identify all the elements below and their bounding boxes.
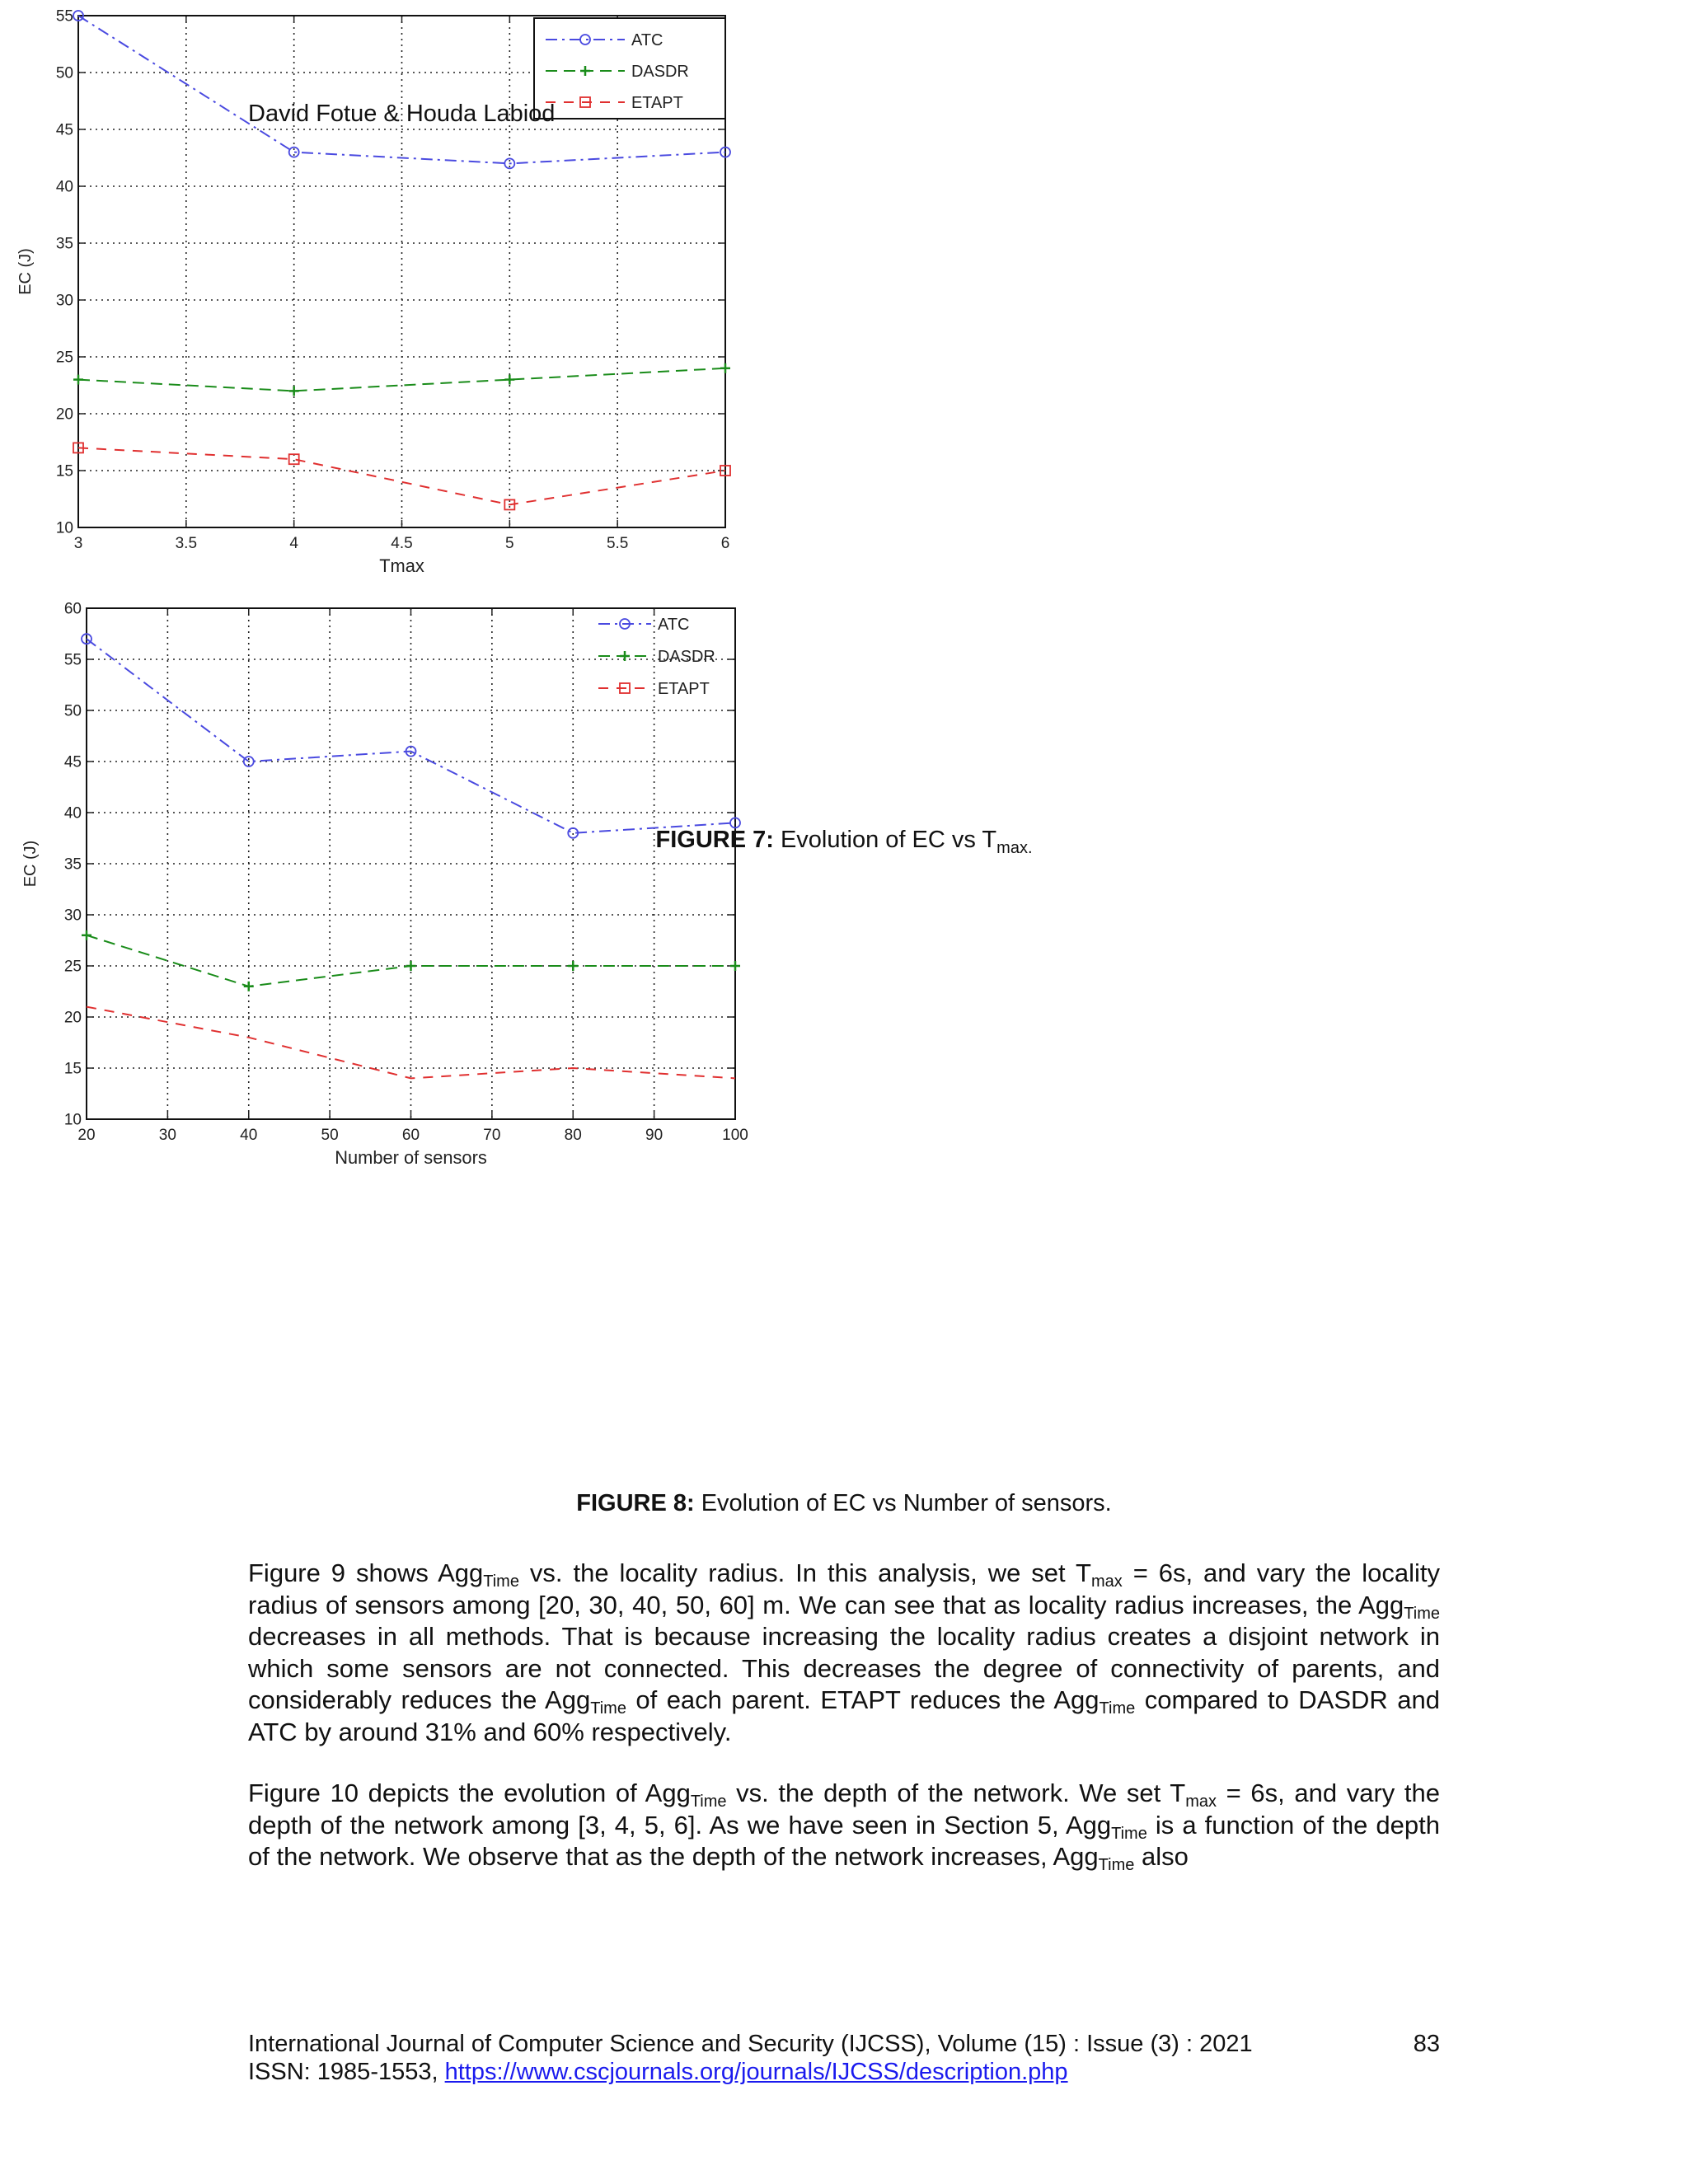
x-tick-label: 6 xyxy=(720,535,730,552)
figure-8-caption xyxy=(0,1490,1688,1517)
x-tick-label: 4 xyxy=(289,535,298,552)
legend-label-dasdr: DASDR xyxy=(631,63,689,82)
subscript: Time xyxy=(1404,1604,1440,1623)
x-axis-label: Tmax xyxy=(379,555,424,576)
paragraph-2 xyxy=(248,1778,1440,1873)
figure-8 xyxy=(0,589,1688,1183)
figure-7-caption-label: FIGURE 7: xyxy=(655,827,774,853)
data-point-dasdr xyxy=(73,375,83,385)
paragraph-1 xyxy=(248,1558,1440,1748)
x-tick-label: 50 xyxy=(321,1127,339,1144)
y-tick-label: 20 xyxy=(55,405,73,424)
subscript: Time xyxy=(1099,1699,1136,1718)
x-tick-label: 80 xyxy=(564,1127,582,1144)
x-tick-label: 70 xyxy=(483,1127,501,1144)
series-line-etapt xyxy=(78,448,725,504)
y-tick-label: 25 xyxy=(55,349,73,367)
data-point-dasdr xyxy=(244,982,254,991)
data-point-dasdr xyxy=(406,961,416,971)
legend-label-atc: ATC xyxy=(658,616,690,635)
y-tick-label: 60 xyxy=(63,600,82,618)
figure-7-chart xyxy=(0,0,775,585)
figure-8-chart xyxy=(0,589,775,1179)
y-tick-label: 55 xyxy=(55,7,73,26)
subscript: Time xyxy=(590,1699,626,1718)
legend-box xyxy=(534,18,725,119)
data-point-dasdr xyxy=(720,363,730,373)
y-tick-label: 25 xyxy=(63,958,82,976)
figure-7-caption xyxy=(0,827,1688,858)
y-tick-label: 40 xyxy=(55,178,73,196)
x-tick-label: 60 xyxy=(401,1127,420,1144)
x-tick-label: 20 xyxy=(77,1127,96,1144)
subscript: Time xyxy=(1111,1824,1147,1843)
footer-issn: ISSN: 1985-1553, xyxy=(248,2059,445,2085)
legend-label-etapt: ETAPT xyxy=(658,680,710,699)
x-tick-label: 5 xyxy=(505,535,514,552)
figure-8-caption-label: FIGURE 8: xyxy=(576,1490,695,1516)
x-tick-label: 3.5 xyxy=(175,535,198,552)
y-axis-label: EC (J) xyxy=(21,840,40,888)
subscript: Time xyxy=(483,1572,519,1591)
y-tick-label: 55 xyxy=(63,651,82,669)
figure-7 xyxy=(0,0,1688,589)
y-tick-label: 50 xyxy=(63,702,82,720)
data-point-dasdr xyxy=(504,375,514,385)
y-tick-label: 20 xyxy=(63,1009,82,1027)
subscript: max xyxy=(1185,1793,1217,1811)
y-tick-label: 15 xyxy=(55,462,73,480)
running-header: David Fotue & Houda Labiod xyxy=(248,101,556,127)
x-tick-label: 40 xyxy=(240,1127,258,1144)
y-tick-label: 10 xyxy=(55,519,73,537)
paragraph-1-text: Figure 9 shows Agg$_{Time}$ vs. the locality radius. In this analysis, we set $T_{max} = 6s$, and vary the locality radius of sensors among [20, 30, 40, 50, 60] m. We can see that as locality radius increases, the Agg$_{Time}$ decreases in all methods. That is because increasing the locality radius creates a disjoint network in which some sensors are not connected. This decreases the degree of connectivity of parents, and considerably reduces the Agg$_{Time}$ of each parent. ETAPT reduces the Agg$_{Time}$ compared to DASDR and ATC by around 31% and 60% respectively. xyxy=(248,1558,1441,1746)
x-tick-label: 30 xyxy=(158,1127,176,1144)
y-tick-label: 45 xyxy=(55,121,73,139)
subscript: Time xyxy=(690,1793,727,1811)
x-tick-label: 5.5 xyxy=(606,535,629,552)
paragraph-2-text: Figure 10 depicts the evolution of Agg$_{Time}$ vs. the depth of the network. We set $T_{max} = 6s$, and vary the depth of the network among [3, 4, 5, 6]. As we have seen in Section 5, Agg$_{Time}$ is a function of the depth of the network. We observe that as the depth of the network increases, Agg$_{Time}$ also xyxy=(248,1779,1441,1874)
legend-marker-dasdr xyxy=(620,651,630,661)
y-tick-label: 35 xyxy=(55,235,73,253)
y-axis-label: EC (J) xyxy=(16,248,35,295)
y-tick-label: 10 xyxy=(63,1111,82,1129)
data-point-dasdr xyxy=(289,386,299,396)
x-tick-label: 3 xyxy=(73,535,83,552)
subscript: Time xyxy=(1098,1856,1135,1874)
y-tick-label: 40 xyxy=(63,804,82,823)
legend-label-etapt: ETAPT xyxy=(631,94,683,113)
y-tick-label: 15 xyxy=(63,1060,82,1078)
x-axis-label: Number of sensors xyxy=(335,1147,487,1168)
x-tick-label: 90 xyxy=(645,1127,663,1144)
legend-label-dasdr: DASDR xyxy=(658,648,715,667)
page-number: 83 xyxy=(1413,2031,1440,2057)
y-tick-label: 35 xyxy=(63,855,82,874)
legend-label-atc: ATC xyxy=(631,31,663,50)
x-tick-label: 100 xyxy=(722,1127,748,1144)
figure-8-caption-text: Evolution of EC vs Number of sensors. xyxy=(701,1490,1112,1516)
data-point-dasdr xyxy=(82,930,91,940)
subscript: max xyxy=(1090,1572,1123,1591)
page-footer xyxy=(248,2030,1440,2086)
y-tick-label: 30 xyxy=(63,907,82,925)
y-tick-label: 30 xyxy=(55,292,73,310)
figure-7-caption-sub: max. xyxy=(996,838,1033,857)
footer-journal: International Journal of Computer Science and Security (IJCSS), Volume (15) : Issue (3) : 2021 xyxy=(248,2031,1253,2057)
y-tick-label: 50 xyxy=(55,64,73,82)
journal-link[interactable]: https://www.cscjournals.org/journals/IJCSS/description.php xyxy=(444,2059,1068,2085)
data-point-dasdr xyxy=(568,961,578,971)
x-tick-label: 4.5 xyxy=(391,535,413,552)
figure-7-caption-text: Evolution of EC vs T xyxy=(780,827,997,853)
y-tick-label: 45 xyxy=(63,753,82,771)
data-point-dasdr xyxy=(730,961,740,971)
